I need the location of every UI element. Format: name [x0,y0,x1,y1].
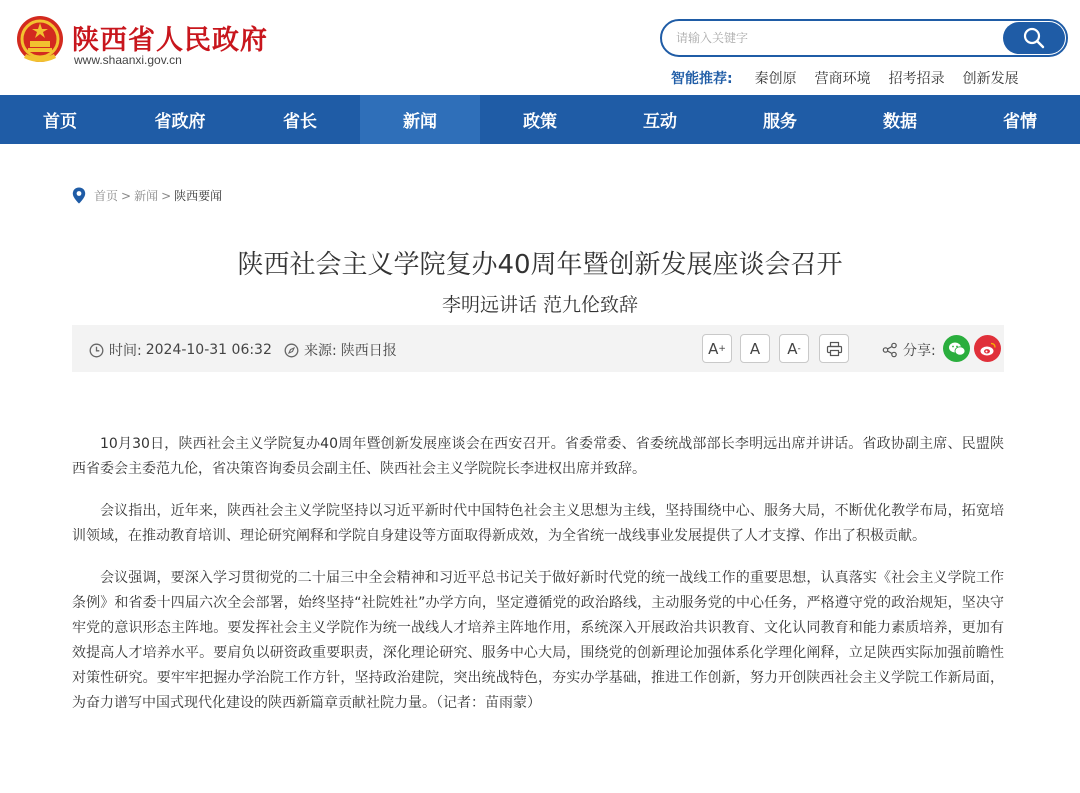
share-wechat-button[interactable] [943,335,970,362]
smart-recommend [671,68,1037,88]
print-button[interactable] [819,334,849,363]
time-value: 2024-10-31 06:32 [145,342,272,358]
breadcrumb [72,187,222,204]
nav-item-governor[interactable]: 省长 [283,112,317,132]
nav-item-data[interactable]: 数据 [883,112,917,132]
search-box [660,19,1068,57]
print-icon [826,341,843,357]
site-url: www.shaanxi.gov.cn [74,53,182,67]
nav-item-news[interactable]: 新闻 [360,95,480,144]
recommend-item[interactable]: 营商环境 [814,71,871,87]
search-icon [1022,26,1046,50]
font-normal-label: A [749,339,761,358]
breadcrumb-separator: > [161,188,172,203]
nav-item-interaction[interactable]: 互动 [643,112,677,132]
search-input[interactable] [676,27,996,49]
article-paragraph: 10月30日，陕西社会主义学院复办40周年暨创新发展座谈会在西安召开。省委常委、省委统战部部长李明远出席并讲话。省政协副主席、民盟陕西省委会主委范九伦，省决策咨询委员会副主任、陕西社会主义学院院长李进权出席并致辞。 [72,436,1004,477]
recommend-item[interactable]: 创新发展 [962,71,1019,87]
breadcrumb-link-home[interactable]: 首页 [94,189,119,203]
weibo-icon [979,341,997,357]
nav-item-province-info[interactable]: 省情 [1003,112,1037,132]
font-smaller-label: A [787,339,798,358]
breadcrumb-link-news[interactable]: 新闻 [134,189,159,203]
font-smaller-sup: - [797,343,801,354]
breadcrumb-current[interactable]: 陕西要闻 [174,189,223,203]
font-smaller-button[interactable] [779,334,809,363]
clock-icon [89,343,104,358]
font-larger-button[interactable] [702,334,732,363]
article-paragraph: 会议强调，要深入学习贯彻党的二十届三中全会精神和习近平总书记关于做好新时代党的统一战线工作的重要思想，认真落实《社会主义学院工作条例》和省委十四届六次全会部署，始终坚持“社院姓社”办学方向，坚定遵循党的政治路线，主动服务党的中心任务，严格遵守党的政治规矩，坚决守牢党的意识形态主阵地。要发挥社会主义学院作为统一战线人才培养主阵地作用，系统深入开展政治共识教育、文化认同教育和能力素质培养，更加有效提高人才培养水平。要肩负以研资政重要职责，深化理论研究、服务中心大局，围绕党的创新理论加强体系化学理化阐释，立足陕西实际加强前瞻性对策性研究。要牢牢把握办学治院工作方针，坚持政治建院，突出统战特色，夯实办学基础，推进工作创新，努力开创陕西社会主义学院工作新局面，为奋力谱写中国式现代化建设的陕西新篇章贡献社院力量。（记者：苗雨蒙） [72,570,1004,711]
recommend-item[interactable]: 秦创原 [754,71,797,87]
nav-item-home[interactable]: 首页 [43,112,77,132]
nav-item-services[interactable]: 服务 [763,112,797,132]
article-body [72,432,1004,733]
nav-item-policy[interactable]: 政策 [523,112,557,132]
main-nav [0,95,1080,144]
font-larger-sup: + [718,343,726,354]
national-emblem-icon[interactable] [14,14,66,66]
page-title: 陕西社会主义学院复办40周年暨创新发展座谈会召开 [237,250,843,280]
breadcrumb-separator: > [121,188,132,203]
site-header [0,0,1080,95]
article-meta-bar [72,325,1004,372]
share-weibo-button[interactable] [974,335,1001,362]
share-icon [882,342,898,358]
source-label: 来源: [304,343,337,359]
time-label: 时间: [109,343,142,359]
location-pin-icon [72,187,86,204]
search-button[interactable] [1003,22,1065,54]
source-value: 陕西日报 [340,343,397,359]
font-larger-label: A [708,339,719,358]
nav-item-government[interactable]: 省政府 [154,112,206,132]
compass-icon [284,343,299,358]
site-title[interactable]: 陕西省人民政府 [72,25,268,56]
recommend-label: 智能推荐: [671,71,733,87]
page-subtitle: 李明远讲话 范九伦致辞 [441,294,639,316]
share-label: 分享: [903,343,936,359]
article-source [284,340,397,360]
share-area [882,340,936,360]
recommend-item[interactable]: 招考招录 [888,71,945,87]
wechat-icon [948,341,966,357]
article-paragraph: 会议指出，近年来，陕西社会主义学院坚持以习近平新时代中国特色社会主义思想为主线，坚持围绕中心、服务大局，不断优化教学布局，拓宽培训领域，在推动教育培训、理论研究阐释和学院自身建设等方面取得新成效，为全省统一战线事业发展提供了人才支撑、作出了积极贡献。 [72,503,1004,544]
font-normal-button[interactable] [740,334,770,363]
publish-time [89,340,272,360]
